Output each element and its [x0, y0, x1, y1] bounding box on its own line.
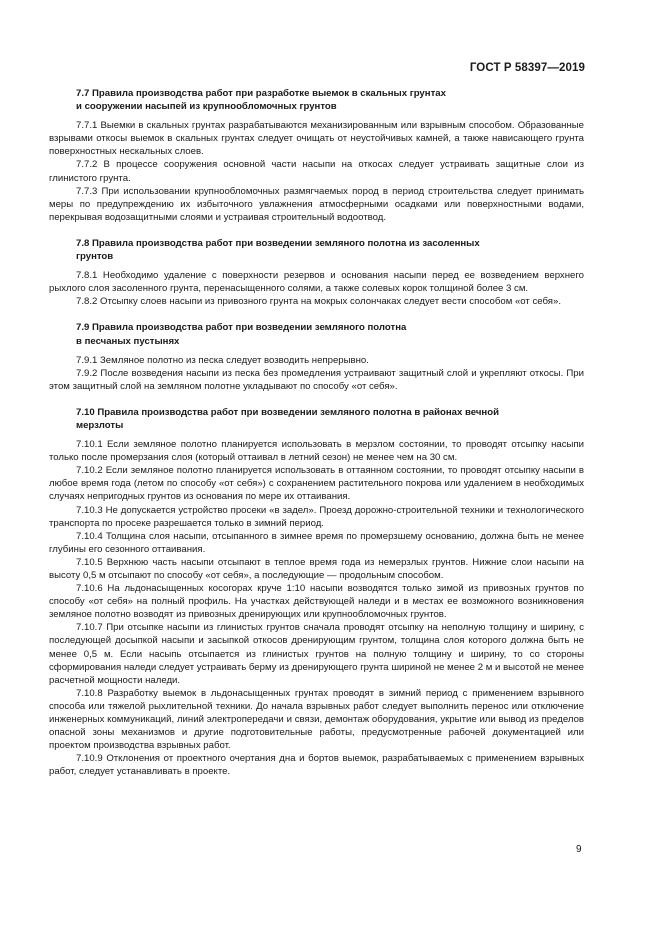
section-heading: 7.9 Правила производства работ при возведении земляного полотна в песчаных пустынях [76, 322, 407, 347]
paragraph: 7.9.1 Земляное полотно из песка следует возводить непрерывно. [76, 354, 369, 366]
paragraph: 7.7.1 Выемки в скальных грунтах разрабатываются механизированным или взрывным способом. Образованные взрывами откосы выемок в скальных грунтах следует очищать от неустойчивых камней, а также нависающего грунта поверхностных нескальных слоев. [49, 120, 584, 158]
paragraph: 7.8.1 Необходимо удаление с поверхности резервов и основания насыпи перед ее возведением верхнего рыхлого слоя засоленного грунта, перенасыщенного солями, а также солевых корок толщиной более 3 см. [49, 270, 584, 295]
paragraph: 7.9.2 После возведения насыпи из песка без промедления устраивают защитный слой и укрепляют откосы. При этом защитный слой на земляном полотне укладывают по способу «от себя». [49, 367, 584, 392]
section-heading: 7.7 Правила производства работ при разработке выемок в скальных грунтах и сооружении насыпей из крупнообломочных грунтов [76, 88, 446, 113]
paragraph: 7.7.2 В процессе сооружения основной части насыпи на откосах следует устраивать защитные слои из глинистого грунта. [49, 159, 584, 184]
paragraph: 7.10.5 Верхнюю часть насыпи отсыпают в теплое время года из немерзлых грунтов. Нижние слои насыпи на высоту 0,5 м отсыпают по способу «от себя», а последующие — продольным способом. [49, 556, 584, 581]
paragraph: 7.7.3 При использовании крупнообломочных размягчаемых пород в период строительства следует принимать меры по предупреждению их избыточного увлажнения атмосферными осадками или поверхностными водами, перекрывая водозащитными слоями и устраивая строительный водоотвод. [49, 185, 584, 223]
section-heading: 7.8 Правила производства работ при возведении земляного полотна из засоленных грунтов [76, 237, 480, 263]
paragraph: 7.10.4 Толщина слоя насыпи, отсыпанного в зимнее время по промерзшему основанию, должна быть не менее глубины его сезонного оттаивания. [49, 530, 584, 555]
section-7-10 [49, 406, 584, 779]
paragraph: 7.8.2 Отсыпку слоев насыпи из привозного грунта на мокрых солончаках следует вести способом «от себя». [76, 296, 561, 308]
section-7-9 [49, 321, 584, 392]
section-7-8 [49, 237, 584, 308]
paragraph: 7.10.2 Если земляное полотно планируется использовать в оттаянном состоянии, то проводят отсыпку насыпи в любое время года (летом по способу «от себя») с сохранением растительного покрова или удалением в необходимых случаях непригодных грунтов из основания по мере их оттаивания. [49, 465, 584, 503]
page-number: 9 [576, 844, 582, 855]
paragraph: 7.10.8 Разработку выемок в льдонасыщенных грунтах проводят в зимний период с применением взрывного способа или тяжелой рыхлительной техники. До начала взрывных работ следует выполнить перенос или отключение инженерных коммуникаций, линий электропередачи и связи, демонтаж оборудования, укрытие или вывод из пределов опасной зоны механизмов и другие подготовительные работы, предусмотренные рабочей документацией или проектом производства взрывных работ. [49, 687, 584, 752]
paragraph: 7.10.6 На льдонасыщенных косогорах круче 1:10 насыпи возводятся только зимой из привозных грунтов по способу «от себя» на полный профиль. На участках действующей наледи и в местах ее возможного возникновения земляное полотно возводят из привозных дренирующих или крупнообломочных грунтов. [49, 583, 584, 621]
paragraph: 7.10.9 Отклонения от проектного очертания дна и бортов выемок, разрабатываемых с применением взрывных работ, следует устанавливать в проекте. [49, 753, 584, 778]
section-heading: 7.10 Правила производства работ при возведении земляного полотна в районах вечной мерзлоты [76, 406, 499, 431]
section-7-7 [49, 87, 584, 224]
document-body [49, 87, 584, 779]
document-standard-id: ГОСТ Р 58397—2019 [469, 62, 585, 74]
paragraph: 7.10.7 При отсыпке насыпи из глинистых грунтов сначала проводят отсыпку на неполную толщину и ширину, с последующей досыпкой насыпи и засыпкой откосов дренирующим грунтом, толщина слоя которого должна быть не менее 0,5 м. Если насыпь отсыпается из глинистых грунтов на полную толщину и ширину, то со стороны сформирования наледи следует устраивать берму из дренирующего грунта шириной не менее 2 м и высотой не менее расчетной мощности наледи. [49, 622, 584, 686]
paragraph: 7.10.3 Не допускается устройство просеки «в задел». Проезд дорожно-строительной техники и технологического транспорта по просеке разрешается только в зимний период. [49, 504, 584, 529]
paragraph: 7.10.1 Если земляное полотно планируется использовать в мерзлом состоянии, то проводят отсыпку насыпи только после промерзания слоя (который оттаивал в летний сезон) не менее чем на 30 см. [49, 439, 584, 464]
